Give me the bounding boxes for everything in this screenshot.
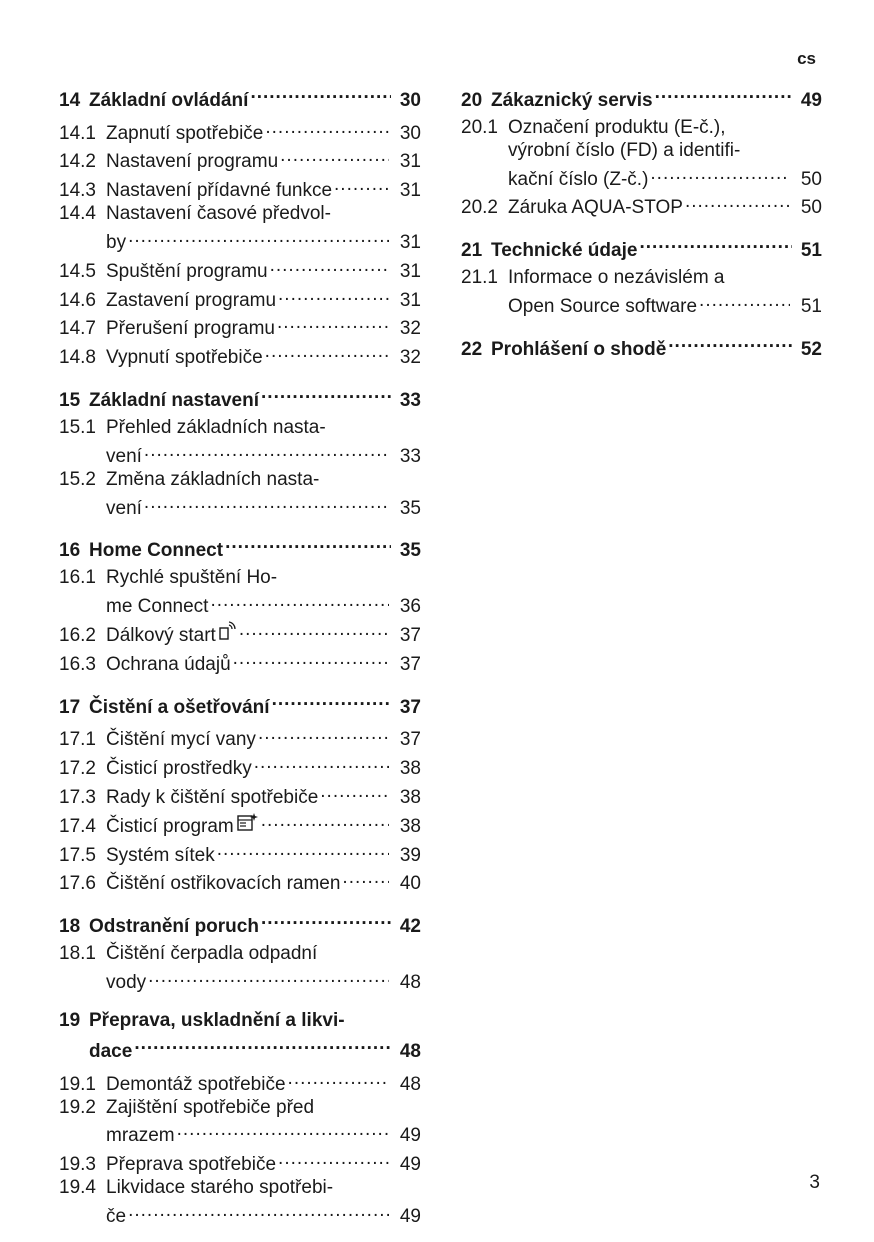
toc-number: 15.2 xyxy=(59,468,96,490)
toc-subentry[interactable] xyxy=(59,1176,421,1228)
toc-section xyxy=(59,534,421,676)
toc-number: 19.4 xyxy=(59,1177,96,1199)
toc-title: mrazem xyxy=(106,1125,175,1147)
toc-number: 17.4 xyxy=(59,815,96,837)
dot-leader xyxy=(261,909,391,932)
toc-subentry[interactable] xyxy=(59,809,421,838)
toc-title: Přeprava, uskladnění a likvi- xyxy=(89,1009,345,1031)
toc-number: 14.2 xyxy=(59,151,96,173)
toc-page: 37 xyxy=(399,696,421,718)
toc-title: me Connect xyxy=(106,596,209,618)
dot-leader xyxy=(320,780,389,803)
dot-leader xyxy=(217,838,389,861)
toc-chapter[interactable] xyxy=(59,690,421,721)
toc-title: Nastavení přídavné funkce xyxy=(106,180,333,202)
dot-leader xyxy=(288,1067,389,1090)
dot-leader xyxy=(277,312,389,335)
toc-number: 20.1 xyxy=(461,116,498,138)
toc-page: 39 xyxy=(399,844,421,866)
toc-section xyxy=(59,383,421,519)
toc-page: 40 xyxy=(399,873,421,895)
toc-subentry[interactable] xyxy=(59,468,421,520)
toc-subentry[interactable] xyxy=(59,283,421,312)
toc-page: 48 xyxy=(399,1040,421,1062)
toc-title: Likvidace starého spotřebi- xyxy=(106,1177,334,1199)
machine-care-icon xyxy=(237,812,259,838)
page-number: 3 xyxy=(809,1172,820,1193)
toc-section xyxy=(59,83,421,369)
toc-page: 31 xyxy=(399,289,421,311)
dot-leader xyxy=(270,254,389,277)
toc-number: 17.3 xyxy=(59,786,96,808)
toc-title: Čištění čerpadla odpadní xyxy=(106,943,318,965)
toc-title: vení xyxy=(106,445,142,467)
toc-number: 16.2 xyxy=(59,624,96,646)
toc-column-right xyxy=(461,83,822,377)
toc-subentry[interactable] xyxy=(59,116,421,145)
toc-page: 48 xyxy=(399,1073,421,1095)
toc-subentry[interactable] xyxy=(59,173,421,202)
toc-title: Zastavení programu xyxy=(106,289,277,311)
dot-leader xyxy=(254,751,389,774)
toc-title: Základní nastavení xyxy=(89,389,260,411)
toc-number: 14.6 xyxy=(59,289,96,311)
dot-leader xyxy=(278,283,389,306)
toc-page: 50 xyxy=(800,197,822,219)
toc-number: 14 xyxy=(59,89,81,111)
toc-page: 33 xyxy=(399,389,421,411)
toc-number: 20.2 xyxy=(461,197,498,219)
toc-number: 19.1 xyxy=(59,1073,96,1095)
toc-subentry[interactable] xyxy=(59,780,421,809)
dot-leader xyxy=(655,83,792,106)
toc-number: 15 xyxy=(59,389,81,411)
toc-title: Čistění a ošetřování xyxy=(89,696,270,718)
toc-number: 21.1 xyxy=(461,267,498,289)
toc-page: 31 xyxy=(399,180,421,202)
toc-number: 14.7 xyxy=(59,318,96,340)
toc-page: 49 xyxy=(800,89,822,111)
toc-page: 50 xyxy=(800,168,822,190)
toc-title: Nastavení časové předvol- xyxy=(106,203,331,225)
toc-subentry[interactable] xyxy=(59,312,421,341)
toc-number: 18 xyxy=(59,916,81,938)
toc-page: 30 xyxy=(399,89,421,111)
toc-number: 14.5 xyxy=(59,260,96,282)
language-code: cs xyxy=(797,49,816,68)
toc-number: 16.1 xyxy=(59,567,96,589)
toc-title: Čištění ostřikovacích ramen xyxy=(106,873,341,895)
dot-leader xyxy=(148,965,389,988)
toc-title: Rychlé spuštění Ho- xyxy=(106,567,278,589)
toc-subentry[interactable] xyxy=(59,145,421,174)
toc-page: 36 xyxy=(399,596,421,618)
toc-title: Označení produktu (E-č.), xyxy=(508,116,726,138)
toc-subentry[interactable] xyxy=(59,1067,421,1096)
toc-section xyxy=(461,233,822,318)
toc-page: 49 xyxy=(399,1154,421,1176)
toc-title: vody xyxy=(106,971,147,993)
toc-number: 17 xyxy=(59,696,81,718)
dot-leader xyxy=(650,162,790,185)
dot-leader xyxy=(280,145,389,168)
toc-chapter[interactable] xyxy=(59,383,421,414)
toc-page: 33 xyxy=(399,445,421,467)
toc-page: 49 xyxy=(399,1205,421,1227)
toc-title: Open Source software xyxy=(508,295,698,317)
toc-section xyxy=(59,1008,421,1228)
toc-title: by xyxy=(106,231,127,253)
toc-number: 14.3 xyxy=(59,180,96,202)
dot-leader xyxy=(265,340,389,363)
dot-leader xyxy=(639,233,792,256)
dot-leader xyxy=(128,225,389,248)
toc-subentry[interactable] xyxy=(461,191,822,220)
toc-page: 37 xyxy=(399,729,421,751)
toc-number: 17.5 xyxy=(59,844,96,866)
dot-leader xyxy=(699,289,790,312)
dot-leader xyxy=(128,1199,389,1222)
toc-number: 15.1 xyxy=(59,416,96,438)
toc-title: Změna základních nasta- xyxy=(106,468,320,490)
toc-title: Záruka AQUA-STOP xyxy=(508,197,683,219)
toc-subentry[interactable] xyxy=(59,838,421,867)
toc-page: 42 xyxy=(399,916,421,938)
dot-leader xyxy=(250,83,391,106)
toc-page: 35 xyxy=(399,540,421,562)
toc-chapter[interactable] xyxy=(59,534,421,565)
toc-chapter[interactable] xyxy=(461,83,822,114)
toc-title: Home Connect xyxy=(89,540,224,562)
dot-leader xyxy=(342,867,389,890)
dot-leader xyxy=(144,491,389,514)
toc-number: 17.1 xyxy=(59,729,96,751)
toc-page: 51 xyxy=(800,240,822,262)
toc-title: Rady k čištění spotřebiče xyxy=(106,786,319,808)
toc-page: 31 xyxy=(399,260,421,282)
toc-page: 37 xyxy=(399,624,421,646)
toc-title: Základní ovládání xyxy=(89,89,249,111)
toc-title: Systém sítek xyxy=(106,844,215,866)
toc-number: 19 xyxy=(59,1009,81,1031)
toc-number: 17.2 xyxy=(59,758,96,780)
dot-leader xyxy=(685,191,790,214)
toc-number: 17.6 xyxy=(59,873,96,895)
toc-number: 19.2 xyxy=(59,1096,96,1118)
dot-leader xyxy=(265,116,389,139)
toc-number: 14.8 xyxy=(59,347,96,369)
toc-subentry[interactable] xyxy=(59,618,421,647)
dot-leader xyxy=(258,723,389,746)
toc-number: 18.1 xyxy=(59,943,96,965)
dot-leader xyxy=(210,589,389,612)
toc-title: Ochrana údajů xyxy=(106,653,231,675)
toc-subentry[interactable] xyxy=(59,202,421,254)
toc-title: Čisticí prostředky xyxy=(106,758,252,780)
dot-leader xyxy=(668,332,792,355)
toc-title: Prohlášení o shodě xyxy=(491,338,667,360)
toc-number: 19.3 xyxy=(59,1154,96,1176)
dot-leader xyxy=(225,534,391,557)
toc-title: Přerušení programu xyxy=(106,318,275,340)
dot-leader xyxy=(261,383,391,406)
toc-page: 31 xyxy=(399,151,421,173)
dot-leader xyxy=(239,618,389,641)
toc-page: 37 xyxy=(399,653,421,675)
toc-title: če xyxy=(106,1205,127,1227)
toc-subentry[interactable] xyxy=(59,1147,421,1176)
toc-title: Zákaznický servis xyxy=(491,89,653,111)
toc-title: dace xyxy=(89,1040,133,1062)
dot-leader xyxy=(334,173,389,196)
toc-subentry[interactable] xyxy=(461,116,822,191)
toc-chapter[interactable] xyxy=(461,332,822,363)
toc-title: Čištění mycí vany xyxy=(106,729,256,751)
toc-subentry[interactable] xyxy=(59,723,421,752)
toc-subentry[interactable] xyxy=(59,340,421,369)
remote-start-icon xyxy=(219,621,237,647)
toc-subentry[interactable] xyxy=(59,942,421,994)
dot-leader xyxy=(233,647,389,670)
toc-number: 16.3 xyxy=(59,653,96,675)
toc-title: Přeprava spotřebiče xyxy=(106,1154,277,1176)
toc-title: kační číslo (Z-č.) xyxy=(508,168,649,190)
toc-page: 32 xyxy=(399,318,421,340)
toc-number: 16 xyxy=(59,540,81,562)
dot-leader xyxy=(144,439,389,462)
toc-page: 51 xyxy=(800,295,822,317)
toc-page: 49 xyxy=(399,1125,421,1147)
toc-chapter[interactable] xyxy=(59,1008,421,1065)
toc-section xyxy=(59,690,421,896)
toc-number: 21 xyxy=(461,240,483,262)
toc-section xyxy=(59,909,421,994)
toc-title: Informace o nezávislém a xyxy=(508,267,725,289)
toc-title: Demontáž spotřebiče xyxy=(106,1073,286,1095)
dot-leader xyxy=(134,1034,391,1057)
dot-leader xyxy=(278,1147,389,1170)
dot-leader xyxy=(261,809,389,832)
toc-title: Zajištění spotřebiče před xyxy=(106,1096,315,1118)
toc-number: 22 xyxy=(461,338,483,360)
toc-subentry[interactable] xyxy=(59,254,421,283)
toc-subentry[interactable] xyxy=(59,751,421,780)
toc-number: 14.1 xyxy=(59,122,96,144)
toc-subentry[interactable] xyxy=(59,416,421,468)
toc-page: 52 xyxy=(800,338,822,360)
toc-subentry[interactable] xyxy=(461,266,822,318)
dot-leader xyxy=(177,1119,389,1142)
toc-chapter[interactable] xyxy=(461,233,822,264)
toc-title: Technické údaje xyxy=(491,240,638,262)
toc-page: 38 xyxy=(399,786,421,808)
toc-page: 31 xyxy=(399,231,421,253)
toc-title: Přehled základních nasta- xyxy=(106,416,326,438)
toc-column-left xyxy=(59,83,421,1242)
toc-title: Dálkový start xyxy=(106,624,216,646)
toc-title: Nastavení programu xyxy=(106,151,279,173)
toc-number: 20 xyxy=(461,89,483,111)
toc-subentry[interactable] xyxy=(59,867,421,896)
toc-page: 38 xyxy=(399,815,421,837)
toc-title: Čisticí program xyxy=(106,815,234,837)
toc-title: Spuštění programu xyxy=(106,260,268,282)
toc-title: Vypnutí spotřebiče xyxy=(106,347,263,369)
toc-page: 48 xyxy=(399,971,421,993)
toc-page: 30 xyxy=(399,122,421,144)
toc-title: Zapnutí spotřebiče xyxy=(106,122,264,144)
toc-page: 35 xyxy=(399,497,421,519)
toc-chapter[interactable] xyxy=(59,83,421,114)
toc-section xyxy=(461,83,822,219)
toc-title: Odstranění poruch xyxy=(89,916,259,938)
toc-chapter[interactable] xyxy=(59,909,421,940)
dot-leader xyxy=(272,690,391,713)
toc-number: 14.4 xyxy=(59,203,96,225)
toc-title: vení xyxy=(106,497,142,519)
toc-section xyxy=(461,332,822,363)
toc-page: 38 xyxy=(399,758,421,780)
toc-subentry[interactable] xyxy=(59,566,421,618)
toc-title: výrobní číslo (FD) a identifi- xyxy=(508,139,741,161)
toc-subentry[interactable] xyxy=(59,647,421,676)
toc-page: 32 xyxy=(399,347,421,369)
toc-subentry[interactable] xyxy=(59,1096,421,1148)
